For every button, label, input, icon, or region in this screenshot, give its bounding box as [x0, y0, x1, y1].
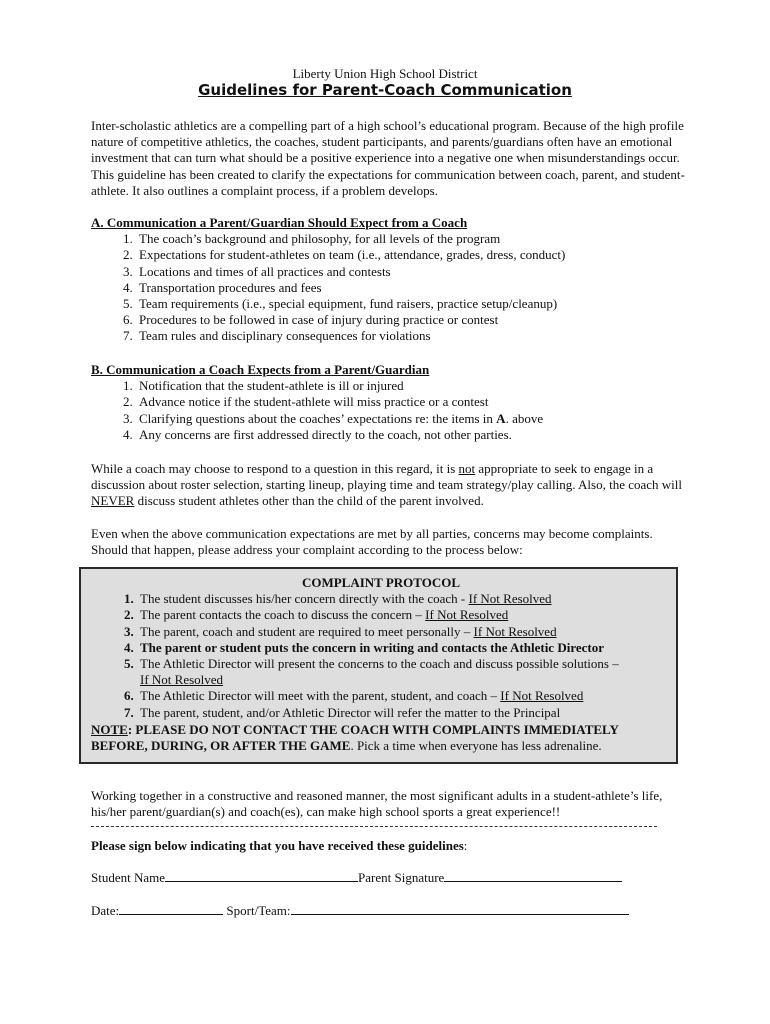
protocol-step: 1. The student discusses his/her concern directly with the coach - If Not Resolved — [137, 591, 671, 607]
signature-instruction: Please sign below indicating that you have received these guidelines: — [91, 838, 468, 853]
section-a-list — [91, 231, 691, 344]
section-b-heading: B. Communication a Coach Expects from a Parent/Guardian — [91, 362, 430, 377]
protocol-note: NOTE: PLEASE DO NOT CONTACT THE COACH WITH COMPLAINTS IMMEDIATELY BEFORE, DURING, OR AFTER THE GAME. Pick a time when everyone has less adrenaline. — [91, 722, 619, 754]
protocol-title: COMPLAINT PROTOCOL — [301, 575, 461, 590]
list-item: 1. The coach’s background and philosophy, for all levels of the program — [136, 231, 691, 247]
divider — [91, 826, 657, 827]
protocol-steps — [91, 591, 671, 721]
section-a — [91, 215, 691, 345]
protocol-step: 5. The Athletic Director will present the concerns to the coach and discuss possible solutions – If Not Resolved — [137, 656, 671, 688]
protocol-step: 3. The parent, coach and student are required to meet personally – If Not Resolved — [137, 624, 671, 640]
protocol-step: 4. The parent or student puts the concern in writing and contacts the Athletic Director — [137, 640, 671, 656]
student-name-label: Student Name — [91, 870, 166, 885]
protocol-step: 6. The Athletic Director will meet with the parent, student, and coach – If Not Resolved — [137, 688, 671, 704]
student-name-field[interactable] — [165, 870, 358, 882]
page-title: Guidelines for Parent-Coach Communication — [198, 81, 572, 99]
list-item: 3. Locations and times of all practices and contests — [136, 264, 691, 280]
sport-team-label: Sport/Team: — [223, 903, 291, 918]
intro-paragraph: Inter-scholastic athletics are a compelling part of a high school’s educational program. Because of the high profile nature of competitive athletics, the coaches, student participants, and parents/guardians often have an emotional investment that can turn what should be a positive experience into a negative one when misunderstandings occur. This guideline has been created to clarify the expectations for communication between coach, parent, and student-athlete. It also outlines a complaint process, if a problem develops. — [91, 118, 685, 198]
list-item: 1. Notification that the student-athlete is ill or injured — [136, 378, 691, 394]
list-item: 6. Procedures to be followed in case of injury during practice or contest — [136, 312, 691, 328]
list-item: 2. Expectations for student-athletes on team (i.e., attendance, grades, dress, conduct) — [136, 247, 691, 263]
section-b-list — [91, 378, 691, 443]
parent-signature-label: Parent Signature — [358, 870, 445, 885]
parent-signature-field[interactable] — [444, 870, 622, 882]
section-a-heading: A. Communication a Parent/Guardian Should Expect from a Coach — [91, 215, 468, 230]
closing-paragraph: Working together in a constructive and reasoned manner, the most significant adults in a student-athlete’s life, his/her parent/guardian(s) and coach(es), can make high school sports a great experience!! — [91, 788, 663, 820]
date-field[interactable] — [119, 903, 223, 915]
signature-line-1 — [91, 870, 691, 886]
list-item: 3. Clarifying questions about the coaches’ expectations re: the items in A. above — [136, 411, 691, 427]
expectations-paragraph: Even when the above communication expectations are met by all parties, concerns may become complaints. Should that happen, please address your complaint according to the process below: — [91, 526, 653, 558]
sport-team-field[interactable] — [291, 903, 629, 915]
protocol-step: 2. The parent contacts the coach to discuss the concern – If Not Resolved — [137, 607, 671, 623]
list-item: 5. Team requirements (i.e., special equipment, fund raisers, practice setup/cleanup) — [136, 296, 691, 312]
signature-line-2 — [91, 903, 691, 919]
protocol-step: 7. The parent, student, and/or Athletic Director will refer the matter to the Principal — [137, 705, 671, 721]
date-label: Date: — [91, 903, 120, 918]
list-item: 4. Any concerns are first addressed directly to the coach, not other parties. — [136, 427, 691, 443]
section-b — [91, 362, 691, 443]
district-name: Liberty Union High School District — [292, 66, 478, 81]
list-item: 7. Team rules and disciplinary consequences for violations — [136, 328, 691, 344]
list-item: 4. Transportation procedures and fees — [136, 280, 691, 296]
list-item: 2. Advance notice if the student-athlete will miss practice or a contest — [136, 394, 691, 410]
coach-paragraph: While a coach may choose to respond to a question in this regard, it is not appropriate to seek to engage in a discussion about roster selection, starting lineup, playing time and team strategy/play calling. Also, the coach will NEVER discuss student athletes other than the child of the parent involved. — [91, 461, 683, 509]
